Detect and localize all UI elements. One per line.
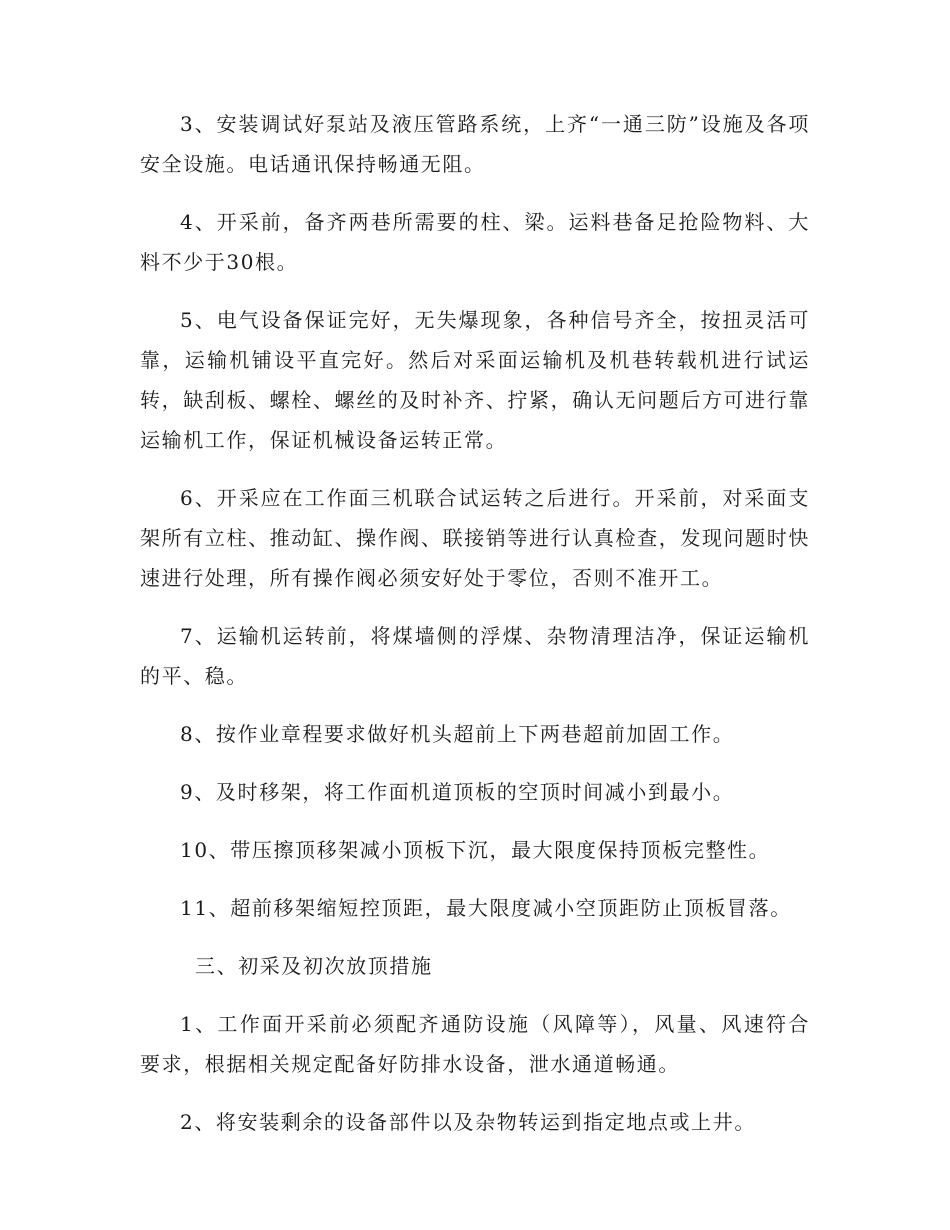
paragraph-item-10: 10、带压擦顶移架减小顶板下沉，最大限度保持顶板完整性。 (180, 838, 771, 862)
section-paragraph-2: 2、将安装剩余的设备部件以及杂物转运到指定地点或上井。 (180, 1110, 756, 1134)
paragraph-item-8: 8、按作业章程要求做好机头超前上下两巷超前加固工作。 (180, 722, 735, 746)
paragraph-item-6: 6、开采应在工作面三机联合试运转之后进行。开采前，对采面支架所有立柱、推动缸、操作阀、联接销等进行认真检查，发现问题时快速进行处理，所有操作阀必须安好处于零位，否则不准开工。 (140, 486, 810, 590)
section-heading: 三、初采及初次放顶措施 (195, 954, 433, 978)
paragraph-item-7: 7、运输机运转前，将煤墙侧的浮煤、杂物清理洁净，保证运输机的平、稳。 (140, 624, 810, 688)
paragraph-item-5: 5、电气设备保证完好，无失爆现象，各种信号齐全，按扭灵活可靠，运输机铺设平直完好。然后对采面运输机及机巷转载机进行试运转，缺刮板、螺栓、螺丝的及时补齐、拧紧，确认无问题后方可进行靠运输机工作，保证机械设备运转正常。 (140, 308, 810, 452)
section-paragraph-1: 1、工作面开采前必须配齐通防设施（风障等），风量、风速符合要求，根据相关规定配备好防排水设备，泄水通道畅通。 (140, 1012, 810, 1076)
paragraph-item-4: 4、开采前，备齐两巷所需要的柱、梁。运料巷备足抢险物料、大料不少于30根。 (140, 210, 810, 274)
paragraph-item-3: 3、安装调试好泵站及液压管路系统，上齐“一通三防”设施及各项安全设施。电话通讯保持畅通无阻。 (140, 112, 810, 176)
paragraph-item-11: 11、超前移架缩短控顶距，最大限度减小空顶距防止顶板冒落。 (180, 896, 792, 920)
paragraph-item-9: 9、及时移架，将工作面机道顶板的空顶时间减小到最小。 (180, 780, 735, 804)
